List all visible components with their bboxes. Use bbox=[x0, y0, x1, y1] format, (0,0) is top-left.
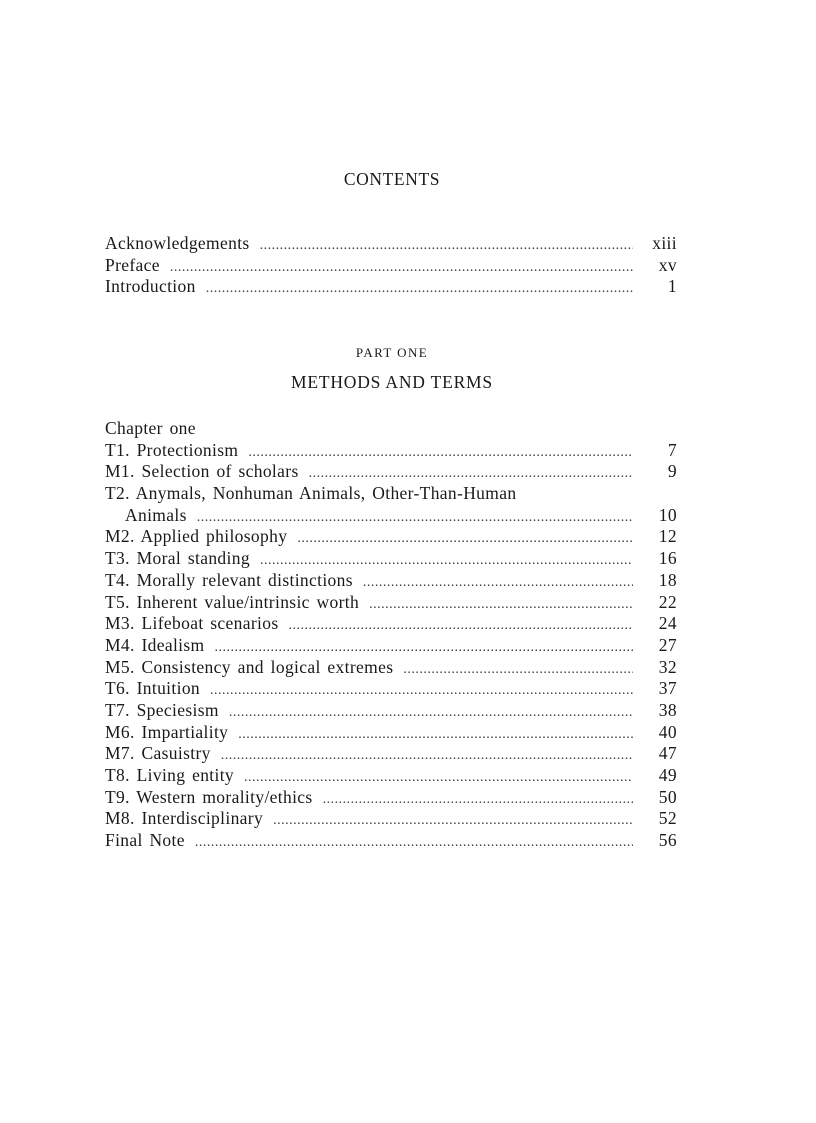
toc-entry-label: M7. Casuistry bbox=[105, 743, 211, 764]
toc-entry-label: M8. Interdisciplinary bbox=[105, 808, 264, 829]
leader-dots bbox=[323, 789, 633, 811]
toc-entry[interactable] bbox=[105, 830, 677, 852]
toc-entry-page: 38 bbox=[658, 699, 677, 720]
leader-dots bbox=[297, 528, 633, 550]
toc-entry-page: 47 bbox=[658, 743, 677, 764]
toc-entry-page: 22 bbox=[658, 591, 677, 612]
toc-entry-acknowledgements[interactable] bbox=[105, 233, 677, 255]
toc-entry-label: M1. Selection of scholars bbox=[105, 461, 299, 482]
toc-entry[interactable] bbox=[105, 592, 677, 614]
leader-dots bbox=[248, 442, 633, 464]
toc-entry[interactable] bbox=[105, 461, 677, 483]
leader-dots bbox=[206, 278, 633, 300]
toc-entry-label: Introduction bbox=[105, 276, 196, 297]
leader-dots bbox=[238, 724, 633, 746]
toc-entry-label: T4. Morally relevant distinctions bbox=[105, 569, 353, 590]
toc-entry[interactable] bbox=[105, 548, 677, 570]
toc-entry-label-line1[interactable]: T2. Anymals, Nonhuman Animals, Other-Than-Human bbox=[105, 483, 517, 504]
chapter-one-list bbox=[105, 418, 677, 852]
toc-entry-label: M5. Consistency and logical extremes bbox=[105, 656, 394, 677]
toc-entry-label: Final Note bbox=[105, 830, 185, 851]
toc-entry-label-cont: Animals bbox=[125, 504, 187, 525]
toc-entry-page: 49 bbox=[658, 765, 677, 785]
leader-dots bbox=[309, 463, 633, 485]
toc-entry[interactable] bbox=[105, 526, 677, 548]
toc-entry-label: M6. Impartiality bbox=[105, 721, 229, 742]
leader-dots bbox=[289, 615, 633, 637]
toc-entry-page: 9 bbox=[667, 461, 677, 482]
toc-entry-page: 50 bbox=[658, 786, 677, 807]
leader-dots bbox=[363, 572, 633, 594]
toc-entry[interactable] bbox=[105, 700, 677, 722]
leader-dots bbox=[260, 235, 633, 257]
leader-dots bbox=[197, 507, 633, 529]
toc-entry[interactable] bbox=[105, 743, 677, 765]
toc-entry-label: T3. Moral standing bbox=[105, 548, 250, 569]
toc-entry-page: xv bbox=[658, 254, 677, 275]
toc-entry-label: T8. Living entity bbox=[105, 765, 235, 785]
toc-entry-page: 16 bbox=[658, 548, 677, 569]
toc-entry-page: 12 bbox=[658, 526, 677, 547]
toc-entry-page: 24 bbox=[658, 613, 677, 634]
leader-dots bbox=[170, 257, 633, 279]
toc-entry-page: 52 bbox=[658, 808, 677, 829]
toc-entry[interactable] bbox=[105, 613, 677, 635]
toc-entry-preface[interactable] bbox=[105, 255, 677, 277]
toc-entry-page: 7 bbox=[667, 439, 677, 460]
toc-entry-label: Preface bbox=[105, 254, 160, 275]
toc-entry[interactable] bbox=[105, 570, 677, 592]
toc-entry-label: T9. Western morality/ethics bbox=[105, 786, 313, 807]
leader-dots bbox=[221, 745, 633, 767]
toc-entry[interactable] bbox=[105, 635, 677, 657]
leader-dots bbox=[260, 550, 633, 572]
front-matter-list bbox=[105, 233, 677, 298]
chapter-heading: Chapter one bbox=[105, 418, 196, 438]
toc-entry[interactable] bbox=[105, 808, 677, 830]
toc-entry-label: T1. Protectionism bbox=[105, 439, 239, 460]
toc-entry-page: 1 bbox=[667, 276, 677, 297]
toc-entry-page: 40 bbox=[658, 721, 677, 742]
toc-entry-label: M4. Idealism bbox=[105, 634, 205, 655]
toc-entry[interactable] bbox=[105, 722, 677, 744]
leader-dots bbox=[403, 659, 633, 681]
part-title: METHODS AND TERMS bbox=[291, 372, 493, 392]
leader-dots bbox=[273, 810, 633, 832]
leader-dots bbox=[244, 767, 633, 789]
contents-title: CONTENTS bbox=[343, 169, 441, 189]
toc-entry-page: 10 bbox=[658, 504, 677, 525]
toc-entry-label: T6. Intuition bbox=[105, 678, 201, 699]
toc-entry-label: M2. Applied philosophy bbox=[105, 526, 288, 547]
toc-entry-page: 56 bbox=[658, 830, 677, 851]
toc-entry-page: 37 bbox=[658, 678, 677, 699]
part-label: PART ONE bbox=[355, 345, 429, 360]
toc-entry[interactable] bbox=[105, 657, 677, 679]
leader-dots bbox=[229, 702, 633, 724]
toc-entry-label: M3. Lifeboat scenarios bbox=[105, 613, 279, 634]
leader-dots bbox=[195, 832, 633, 854]
toc-entry-page: 18 bbox=[658, 569, 677, 590]
leader-dots bbox=[215, 637, 633, 659]
toc-entry-page: 32 bbox=[658, 656, 677, 677]
toc-entry-label: Acknowledgements bbox=[105, 233, 250, 253]
toc-entry-label: T5. Inherent value/intrinsic worth bbox=[105, 591, 360, 612]
toc-entry-page: 27 bbox=[658, 634, 677, 655]
leader-dots bbox=[369, 594, 633, 616]
toc-entry[interactable] bbox=[105, 765, 677, 787]
toc-entry[interactable] bbox=[105, 440, 677, 462]
leader-dots bbox=[210, 680, 633, 702]
toc-entry[interactable] bbox=[105, 505, 677, 527]
toc-entry-introduction[interactable] bbox=[105, 276, 677, 298]
toc-entry-label: T7. Speciesism bbox=[105, 699, 219, 720]
toc-entry-page: xiii bbox=[652, 233, 677, 253]
toc-entry[interactable] bbox=[105, 787, 677, 809]
toc-entry[interactable] bbox=[105, 678, 677, 700]
